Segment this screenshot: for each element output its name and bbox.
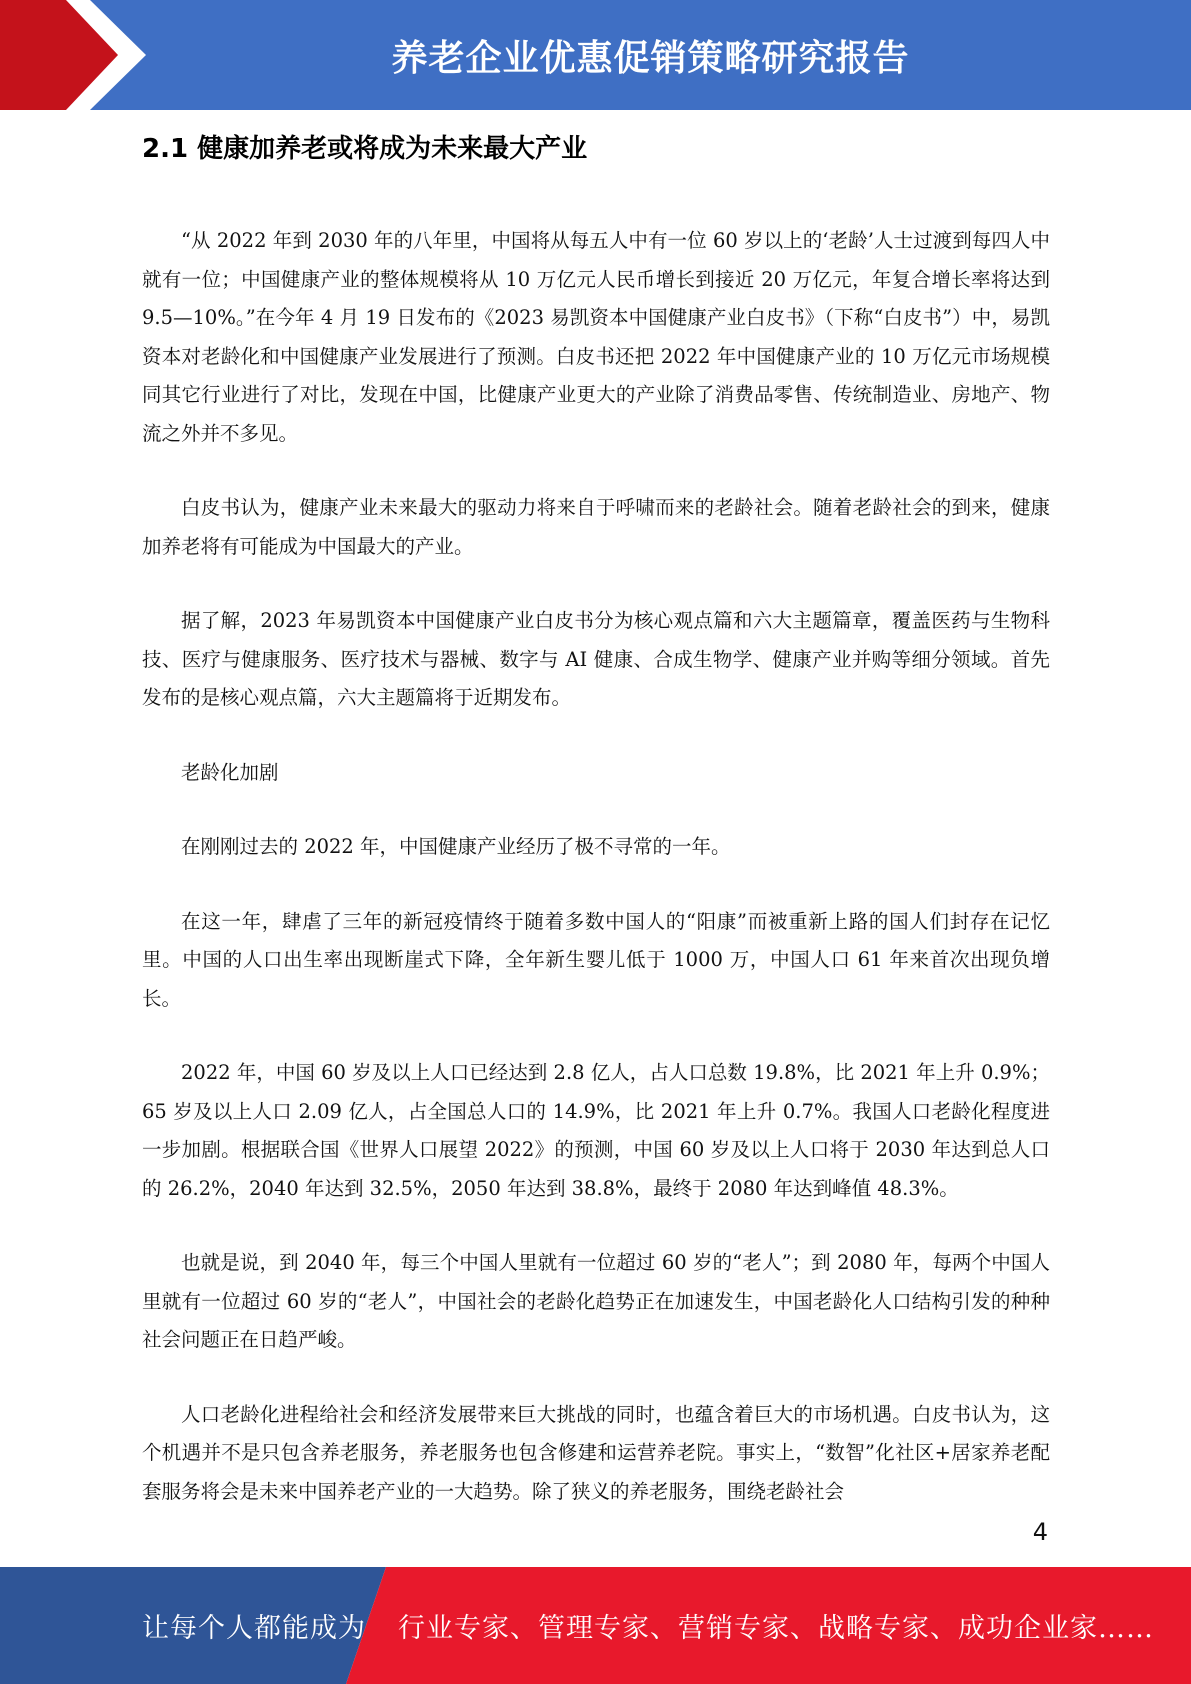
paragraph: “从 2022 年到 2030 年的八年里，中国将从每五人中有一位 60 岁以上的‘老龄’人士过渡到每四人中就有一位；中国健康产业的整体规模将从 10 万亿元人民币增长到接近 20 万亿元，年复合增长率将达到 9.5—10%。”在今年 4 月 19 日发布的《2023 易凯资本中国健康产业白皮书》（下称“白皮书”）中，易凯资本对老龄化和中国健康产业发展进行了预测。白皮书还把 2022 年中国健康产业的 10 万亿元市场规模同其它行业进行了对比，发现在中国，比健康产业更大的产业除了消费品零售、传统制造业、房地产、物流之外并不多见。 [142, 229, 1050, 445]
page-header [0, 0, 1191, 110]
page-number: 4 [1032, 1518, 1048, 1546]
paragraph: 在刚刚过去的 2022 年，中国健康产业经历了极不寻常的一年。 [181, 835, 731, 858]
paragraph: 白皮书认为，健康产业未来最大的驱动力将来自于呼啸而来的老龄社会。随着老龄社会的到来，健康加养老将有可能成为中国最大的产业。 [142, 496, 1050, 558]
footer-slogan-right: 行业专家、管理专家、营销专家、战略专家、成功企业家…… [398, 1613, 1154, 1644]
subheading-paragraph: 老龄化加剧 [181, 760, 279, 784]
footer-slogan-left: 让每个人都能成为 [142, 1613, 366, 1644]
header-arrow-decoration [0, 0, 160, 110]
paragraph: 2022 年，中国 60 岁及以上人口已经达到 2.8 亿人，占人口总数 19.8%，比 2021 年上升 0.9%；65 岁及以上人口 2.09 亿人，占全国总人口的 14.9%，比 2021 年上升 0.7%。我国人口老龄化程度进一步加剧。根据联合国《世界人口展望 2022》的预测，中国 60 岁及以上人口将于 2030 年达到总人口的 26.2%，2040 年达到 32.5%，2050 年达到 38.8%，最终于 2080 年达到峰值 48.3%。 [142, 1061, 1050, 1200]
paragraph: 人口老龄化进程给社会和经济发展带来巨大挑战的同时，也蕴含着巨大的市场机遇。白皮书认为，这个机遇并不是只包含养老服务，养老服务也包含修建和运营养老院。事实上，“数智”化社区+居家养老配套服务将会是未来中国养老产业的一大趋势。除了狭义的养老服务，围绕老龄社会 [142, 1402, 1050, 1503]
report-title: 养老企业优惠促销策略研究报告 [391, 37, 910, 79]
paragraph: 据了解，2023 年易凯资本中国健康产业白皮书分为核心观点篇和六大主题篇章，覆盖医药与生物科技、医疗与健康服务、医疗技术与器械、数字与 AI 健康、合成生物学、健康产业并购等细分领域。首先发布的是核心观点篇，六大主题篇将于近期发布。 [142, 609, 1050, 709]
paragraph: 也就是说，到 2040 年，每三个中国人里就有一位超过 60 岁的“老人”；到 2080 年，每两个中国人里就有一位超过 60 岁的“老人”，中国社会的老龄化趋势正在加速发生，中国老龄化人口结构引发的种种社会问题正在日趋严峻。 [142, 1251, 1050, 1351]
page-footer [0, 1567, 1191, 1684]
paragraph: 在这一年，肆虐了三年的新冠疫情终于随着多数中国人的“阳康”而被重新上路的国人们封存在记忆里。中国的人口出生率出现断崖式下降，全年新生婴儿低于 1000 万，中国人口 61 年来首次出现负增长。 [142, 909, 1050, 1010]
section-heading: 2.1 健康加养老或将成为未来最大产业 [142, 134, 588, 164]
body-text [142, 222, 1050, 1511]
